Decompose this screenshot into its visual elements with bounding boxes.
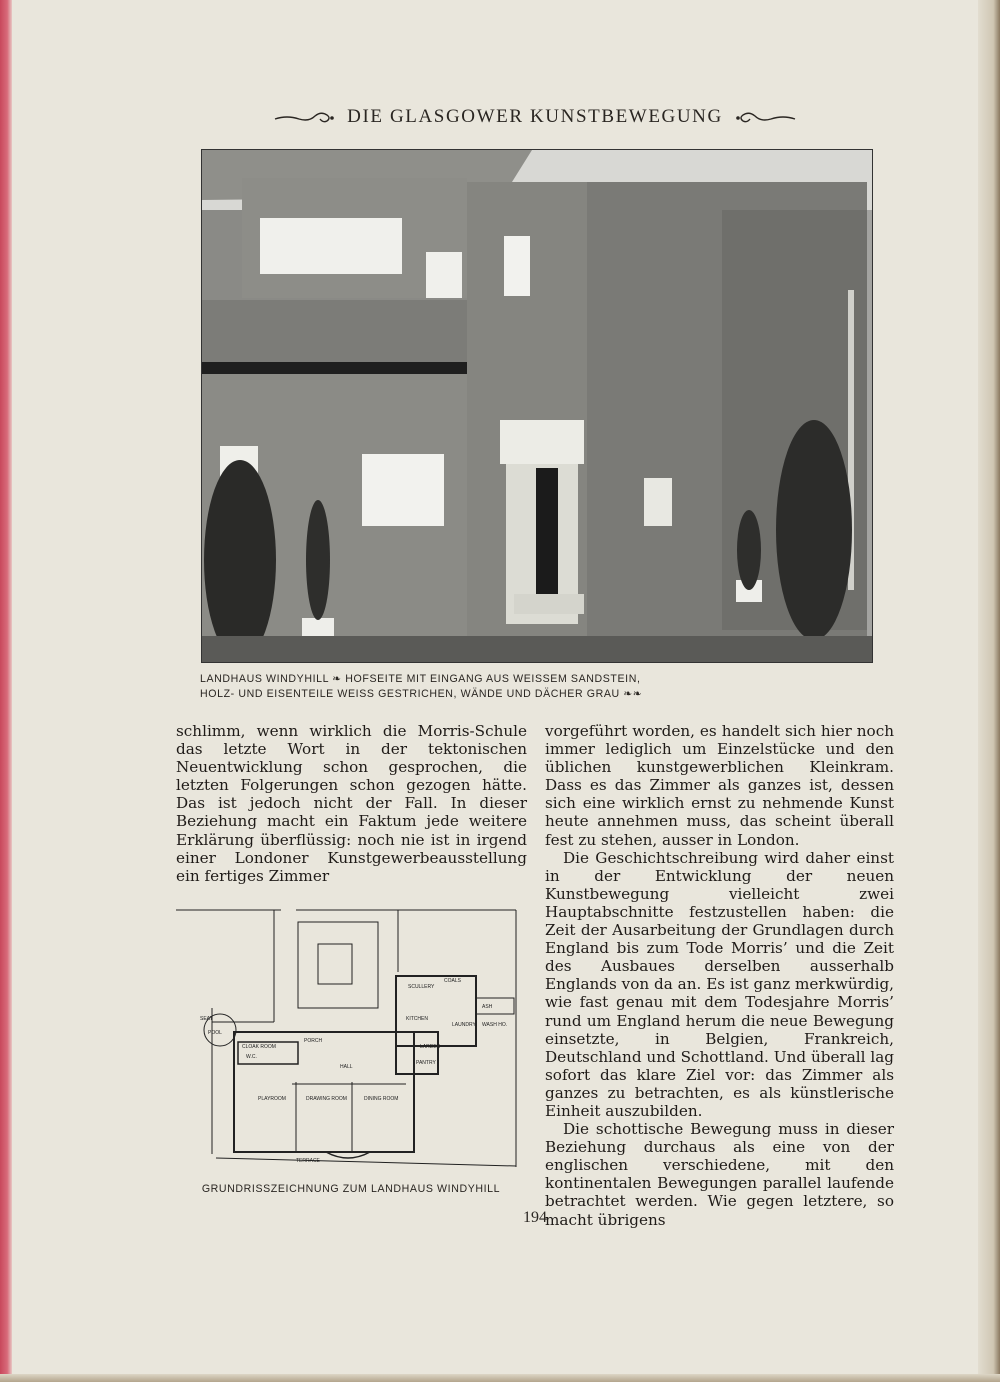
right-ornament-icon [733,107,797,127]
left-ornament-icon [273,107,337,127]
page-edge-shadow [978,0,1000,1382]
svg-text:COALS: COALS [444,978,461,984]
svg-text:PLAYROOM: PLAYROOM [258,1096,286,1102]
svg-text:ASH: ASH [482,1004,493,1010]
right-text-column [545,722,894,1229]
svg-text:TERRACE: TERRACE [296,1158,320,1164]
right-paragraph-3: Die schottische Bewegung muss in dieser Beziehung durchaus als eine von der englischen verschiedene, mit den kontinentalen Bewegungen parallel laufende betrachtet werden. Wie gegen letztere, so macht übrigens [545,1120,894,1229]
page-bottom-edge [0,1374,1000,1382]
page-number: 194 [523,1209,547,1226]
svg-text:LARDER: LARDER [420,1044,441,1050]
svg-text:SCULLERY: SCULLERY [408,984,435,990]
svg-text:KITCHEN: KITCHEN [406,1016,428,1022]
left-text-column [176,722,527,885]
right-paragraph-1: vorgeführt worden, es handelt sich hier noch immer lediglich um Einzelstücke und den üblichen kunstgewerblichen Kleinkram. Dass es das Zimmer als ganzes ist, dessen sich eine wirklich ernst zu nehmende Kunst heute annehmen muss, das scheint überall fest zu stehen, ausser in London. [545,722,894,849]
svg-text:HALL: HALL [340,1064,353,1070]
floor-plan-drawing [176,902,520,1174]
page-title: DIE GLASGOWER KUNSTBEWEGUNG [347,106,723,127]
floor-plan-caption: GRUNDRISSZEICHNUNG ZUM LANDHAUS WINDYHILL [201,1183,501,1195]
running-header [270,100,800,134]
book-spine-edge [0,0,12,1382]
photo-caption-line-1: LANDHAUS WINDYHILL ❧ HOFSEITE MIT EINGANG AUS WEISSEM SANDSTEIN, [200,673,641,685]
svg-text:SEAT: SEAT [200,1016,213,1022]
svg-text:PORCH: PORCH [304,1038,323,1044]
photo-caption [200,672,900,702]
house-photograph [201,149,873,663]
right-paragraph-2: Die Geschichtschreibung wird daher einst in der Entwicklung der neuen Kunstbewegung vielleicht zwei Hauptabschnitte festzustellen haben: die Zeit der Ausarbeitung der Grundlagen durch England bis zum Tode Morris’ und die Zeit des Ausbaues derselben ausserhalb Englands von da an. Es ist ganz merkwürdig, wie fast genau mit dem Todesjahre Morris’ rund um England herum die neue Bewegung einsetzte, in Belgien, Frankreich, Deutschland und Schottland. Und überall lag sofort das klare Ziel vor: das Zimmer als ganzes zu betrachten, es als künstlerische Einheit auszubilden. [545,848,894,1120]
left-paragraph-1: schlimm, wenn wirklich die Morris-Schule das letzte Wort in der tektonischen Neuentwicklung schon gesprochen, die letzten Folgerungen schon gezogen hätte. Das ist jedoch nicht der Fall. In dieser Beziehung macht ein Faktum jede weitere Erklärung überflüssig: noch nie ist in irgend einer Londoner Kunstgewerbeausstellung ein fertiges Zimmer [176,722,527,885]
photo-caption-line-2: HOLZ- UND EISENTEILE WEISS GESTRICHEN, WÄNDE UND DÄCHER GRAU ❧❧ [200,688,643,700]
svg-text:PANTRY: PANTRY [416,1060,436,1066]
svg-text:CLOAK ROOM: CLOAK ROOM [242,1044,276,1050]
svg-text:LAUNDRY: LAUNDRY [452,1022,476,1028]
svg-text:POOL: POOL [208,1030,222,1036]
svg-text:WASH HO.: WASH HO. [482,1022,508,1028]
svg-text:DINING ROOM: DINING ROOM [364,1096,399,1102]
svg-text:DRAWING ROOM: DRAWING ROOM [306,1096,347,1102]
svg-text:W.C.: W.C. [246,1054,257,1060]
